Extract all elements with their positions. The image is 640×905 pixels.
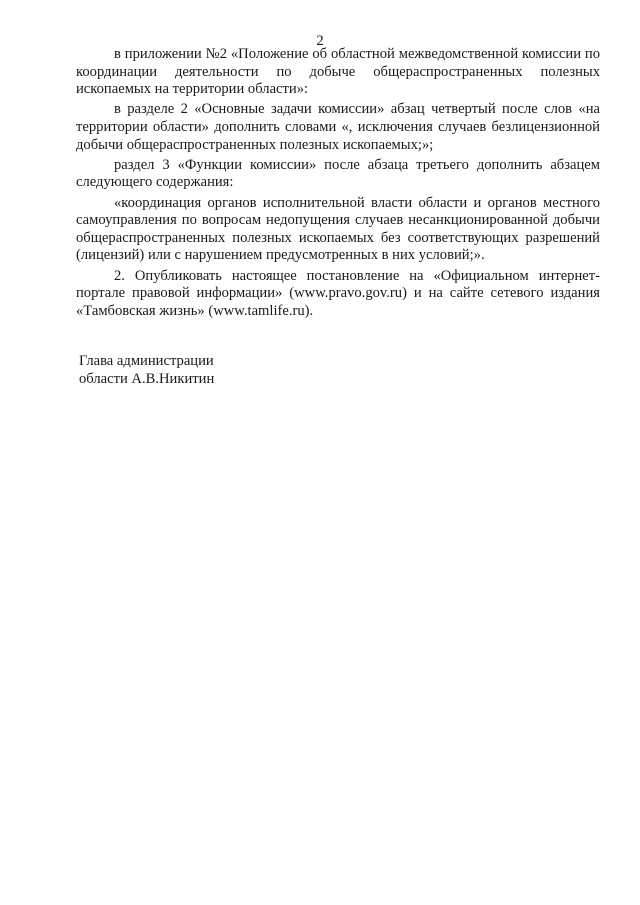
paragraph-section-3: раздел 3 «Функции комиссии» после абзаца третьего дополнить абзацем следующего содержания: xyxy=(76,156,600,191)
paragraph-appendix-2: в приложении №2 «Положение об областной межведомственной комиссии по координации деятельности по добыче общераспространенных полезных ископаемых на территории области»: xyxy=(76,46,600,98)
paragraph-section-2: в разделе 2 «Основные задачи комиссии» абзац четвертый после слов «на территории области» дополнить словами «, исключения случаев безлицензионной добычи общераспространенных полезных ископаемых;»; xyxy=(76,101,600,153)
signature-name: области А.В.Никитин xyxy=(79,370,215,387)
paragraph-new-clause: «координация органов исполнительной власти области и органов местного самоуправления по вопросам недопущения случаев несанкционированной добычи общераспространенных полезных ископаемых без соответствующих разрешений (лицензий) или с нарушением предусмотренных в них условий;». xyxy=(76,194,600,264)
signature-title: Глава администрации xyxy=(79,353,214,369)
signature-block xyxy=(79,353,214,388)
page-number: 2 xyxy=(316,33,324,49)
paragraph-publication: 2. Опубликовать настоящее постановление на «Официальном интернет-портале правовой информации» (www.pravo.gov.ru) и на сайте сетевого издания «Тамбовская жизнь» (www.tamlife.ru). xyxy=(76,267,600,319)
document-body xyxy=(76,46,600,323)
